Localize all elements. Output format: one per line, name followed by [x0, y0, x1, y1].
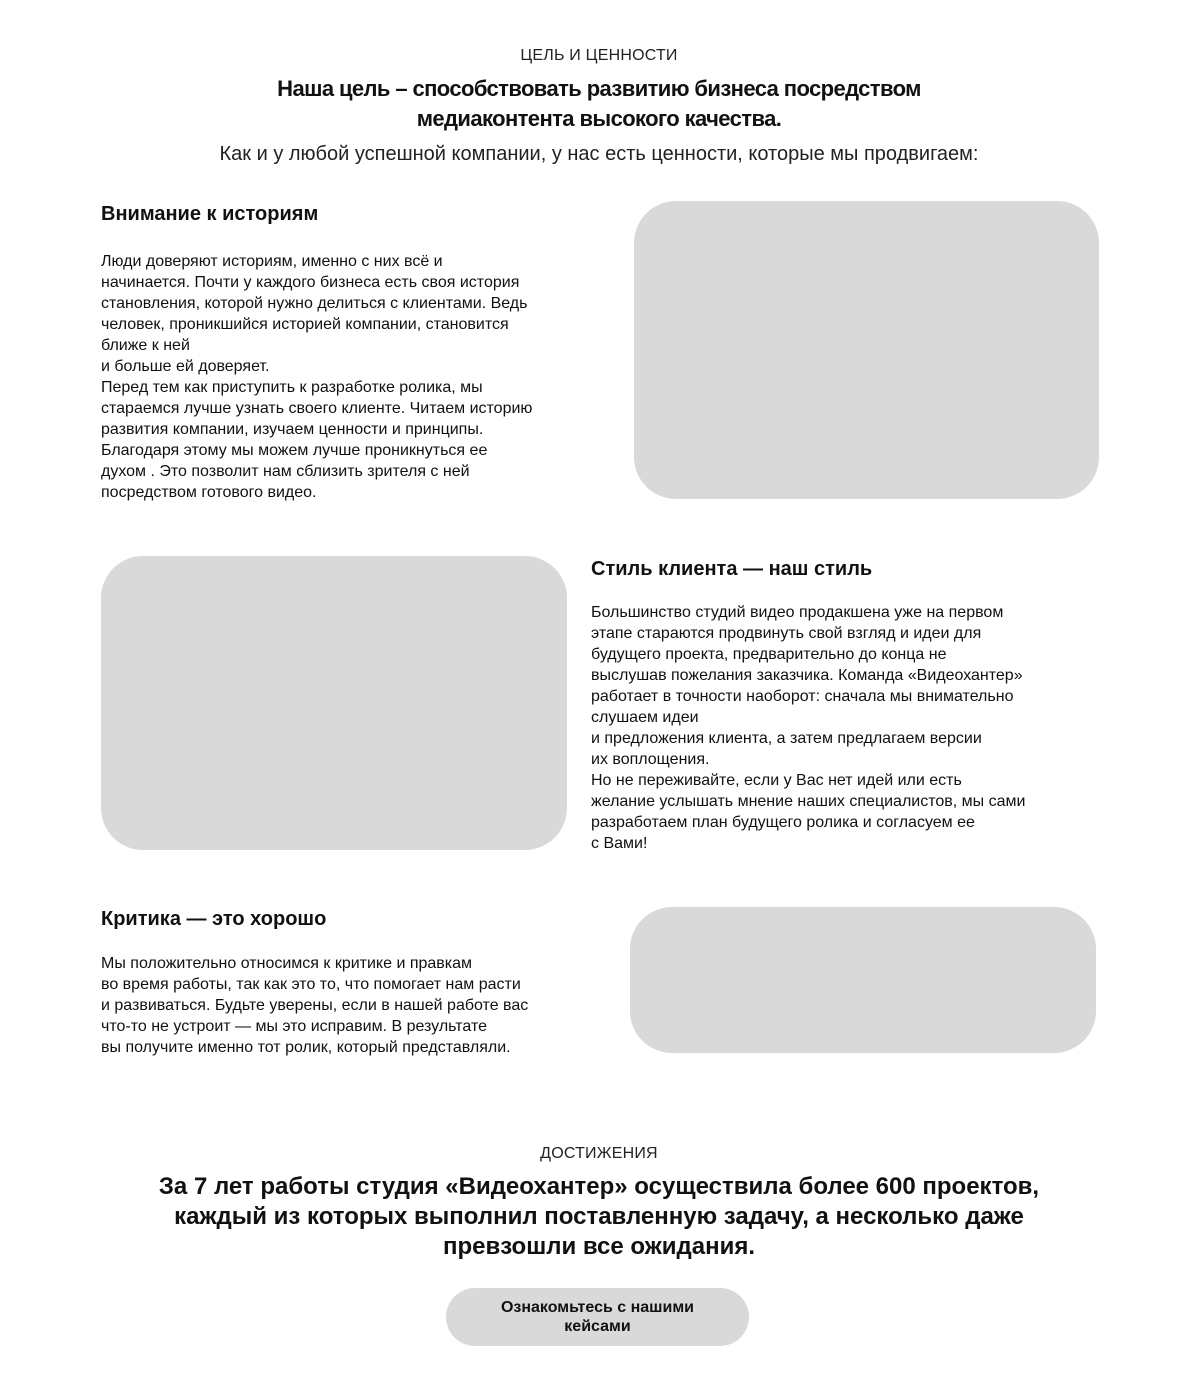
text-line: этапе стараются продвинуть свой взгляд и идеи для — [591, 625, 982, 642]
text-line: желание услышать мнение наших специалистов, мы сами — [591, 793, 1026, 810]
text-line: Мы положительно относимся к критике и правкам — [101, 955, 473, 972]
text-line: выслушав пожелания заказчика. Команда «Видеохантер» — [591, 667, 1023, 684]
view-cases-button-label: Ознакомьтесь с нашими кейсами — [500, 1299, 695, 1335]
text-line: что-то не устроит — мы это исправим. В результате — [101, 1018, 487, 1035]
value-text-stories — [101, 251, 621, 503]
text-line: работает в точности наоборот: сначала мы внимательно — [591, 688, 1014, 705]
image-placeholder-criticism — [630, 907, 1096, 1053]
text-line: начинается. Почти у каждого бизнеса есть своя история — [101, 274, 520, 291]
view-cases-button[interactable] — [446, 1288, 749, 1346]
text-line: посредством готового видео. — [101, 484, 317, 501]
text-line: Перед тем как приступить к разработке ролика, мы — [101, 379, 483, 396]
mission-title — [0, 74, 1198, 134]
text-line: духом . Это позволит нам сблизить зрителя с ней — [101, 463, 470, 480]
achievements-title-line: каждый из которых выполнил поставленную задачу, а несколько даже — [174, 1203, 1024, 1230]
text-line: будущего проекта, предварительно до конца не — [591, 646, 947, 663]
mission-title-line: Наша цель – способствовать развитию бизнеса посредством — [277, 76, 921, 101]
value-heading-client-style: Стиль клиента — наш стиль — [591, 558, 873, 580]
text-line: слушаем идеи — [591, 709, 699, 726]
text-line: и предложения клиента, а затем предлагаем версии — [591, 730, 982, 747]
achievements-title-line: превзошли все ожидания. — [442, 1233, 756, 1260]
achievements-eyebrow: ДОСТИЖЕНИЯ — [540, 1145, 658, 1162]
achievements-title — [0, 1172, 1198, 1262]
image-placeholder-client-style — [101, 556, 567, 850]
text-line: стараемся лучше узнать своего клиенте. Читаем историю — [101, 400, 533, 417]
text-line: разработаем план будущего ролика и согласуем ее — [591, 814, 975, 831]
mission-eyebrow: ЦЕЛЬ И ЦЕННОСТИ — [520, 47, 678, 64]
text-line: и больше ей доверяет. — [101, 358, 270, 375]
value-heading-criticism: Критика — это хорошо — [101, 908, 327, 930]
text-line: с Вами! — [591, 835, 648, 852]
value-text-criticism — [101, 953, 621, 1058]
text-line: Большинство студий видео продакшена уже на первом — [591, 604, 1004, 621]
text-line: Но не переживайте, если у Вас нет идей или есть — [591, 772, 962, 789]
text-line: во время работы, так как это то, что помогает нам расти — [101, 976, 521, 993]
value-heading-stories: Внимание к историям — [101, 203, 319, 225]
text-line: Люди доверяют историям, именно с них всё и — [101, 253, 443, 270]
text-line: вы получите именно тот ролик, который представляли. — [101, 1039, 511, 1056]
value-text-client-style — [591, 602, 1131, 854]
image-placeholder-stories — [634, 201, 1099, 499]
mission-subtitle: Как и у любой успешной компании, у нас есть ценности, которые мы продвигаем: — [219, 143, 979, 165]
achievements-title-line: За 7 лет работы студия «Видеохантер» осуществила более 600 проектов, — [158, 1173, 1040, 1200]
text-line: и развиваться. Будьте уверены, если в нашей работе вас — [101, 997, 529, 1014]
text-line: развития компании, изучаем ценности и принципы. — [101, 421, 484, 438]
text-line: человек, проникшийся историей компании, становится — [101, 316, 509, 333]
mission-title-line: медиаконтента высокого качества. — [416, 106, 782, 131]
text-line: их воплощения. — [591, 751, 710, 768]
text-line: Благодаря этому мы можем лучше проникнуться ее — [101, 442, 488, 459]
text-line: становления, которой нужно делиться с клиентами. Ведь — [101, 295, 528, 312]
text-line: ближе к ней — [101, 337, 190, 354]
